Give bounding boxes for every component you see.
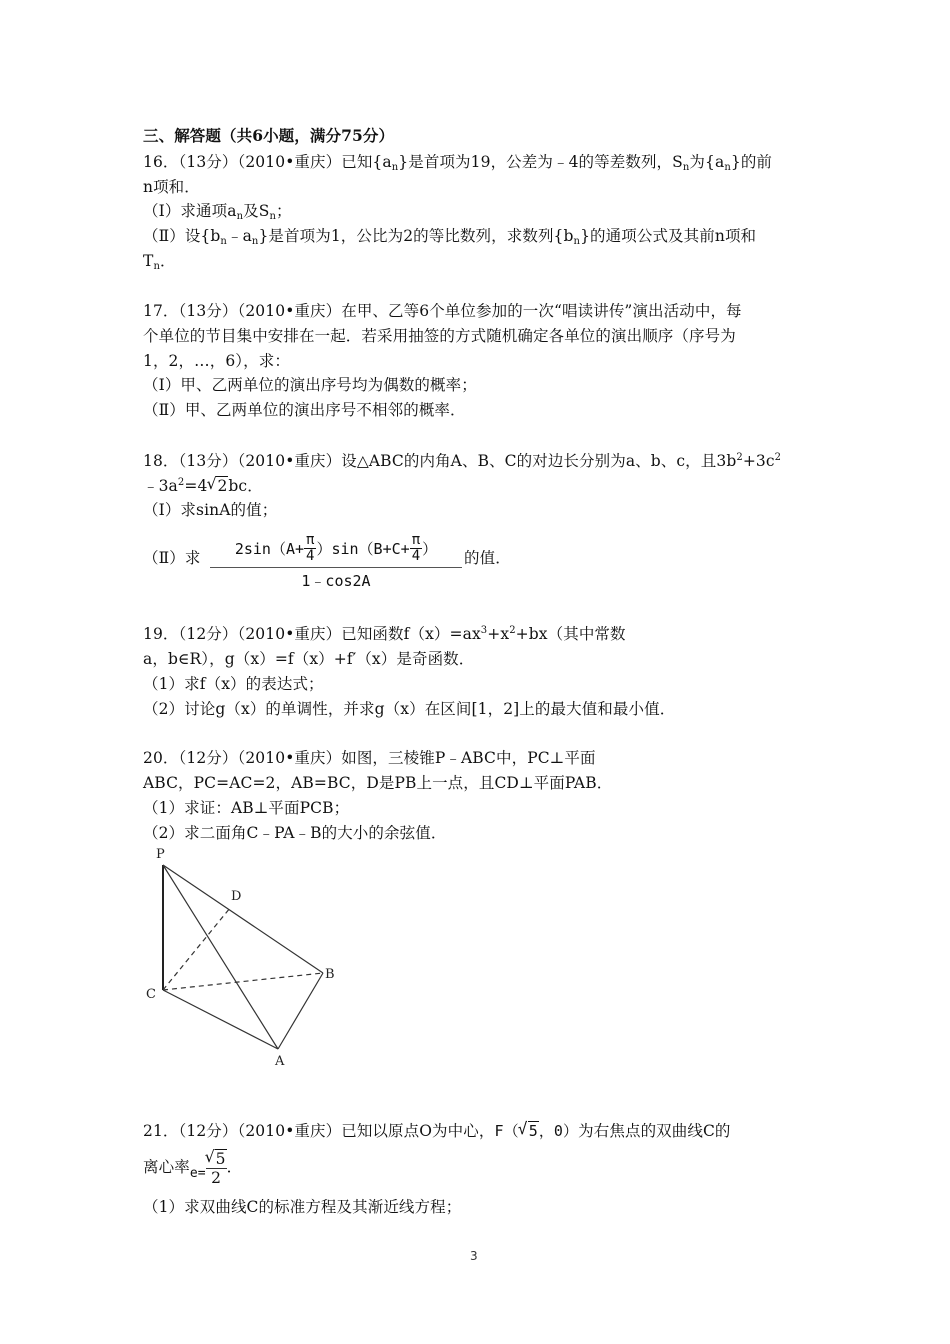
q17-line1: 17．（13分）（2010•重庆）在甲、乙等6个单位参加的一次“唱读讲传”演出活动中，每	[143, 302, 742, 320]
q21-line2: 离心率$_{e=}$ √ $\frac{5}{2}$ ．	[143, 1150, 242, 1190]
section-title: 三、解答题（共6小题，满分75分）	[143, 126, 395, 145]
focus-point: F（ √ 5，0）	[494, 1122, 578, 1140]
q18-line1: 18．（13分）（2010•重庆）设△ABC的内角A、B、C的对边长分别为a、b、c，且$3b^2+3c^2$	[143, 452, 782, 470]
q16-part2: （Ⅱ）设$\{b_n﹣a_n\}$是首项为1，公比为2的等比数列，求数列$\{b_n\}$的通项公式及其前n项和	[143, 227, 757, 247]
q19-line2: a，b∈R），g（x）=f（x）+f′（x）是奇函数．	[143, 650, 475, 668]
edge-cd-hidden	[163, 908, 230, 990]
q16-line2: n项和．	[143, 178, 200, 196]
edge-pb	[163, 865, 323, 973]
label-d: D	[231, 889, 242, 904]
sqrt-5: √ 5	[519, 1121, 539, 1141]
q18-part2-prefix: （Ⅱ）求	[143, 549, 201, 567]
sqrt-5: √ 5	[206, 1150, 227, 1168]
fraction-numerator: 2sin（A+ $\frac{\pi}{4}$ ）sin（B+C+ $\frac{\pi}{4}$ ）	[210, 533, 462, 568]
page-number: 3	[470, 1249, 478, 1263]
q17-part1: （Ⅰ）甲、乙两单位的演出序号均为偶数的概率；	[143, 376, 477, 394]
edge-pa	[163, 865, 278, 1049]
sqrt-2: √ 2	[207, 476, 228, 496]
label-b: B	[325, 967, 335, 982]
q20-part1: （1）求证：AB⊥平面PCB；	[143, 799, 350, 817]
q21-part1: （1）求双曲线C的标准方程及其渐近线方程；	[143, 1198, 462, 1216]
label-c: C	[146, 987, 156, 1002]
pi-over-4: $\frac{\pi}{4}$	[306, 532, 315, 564]
q21-line1: 21．（12分）（2010•重庆）已知以原点O为中心，F（ √ 5，0）为右焦点的双曲线C的	[143, 1121, 731, 1141]
q17-line3: 1，2，…，6），求：	[143, 352, 290, 370]
eccentricity-fraction: √ $\frac{5}{2}$	[206, 1150, 227, 1187]
q16-line1: 16．（13分）（2010•重庆）已知$\{a_n\}$是首项为19，公差为﹣4的等差数列，$S_n$为$\{a_n\}$的前	[143, 153, 773, 173]
label-p: P	[156, 847, 165, 862]
fraction-denominator: 1﹣cos2A	[301, 572, 371, 590]
q18-line2: $﹣3a^2=4$ √ 2bc．	[143, 476, 263, 496]
q16-part1: （Ⅰ）求通项$a_n$及$S_n$；	[143, 202, 292, 222]
edge-ab	[278, 973, 323, 1049]
q17-part2: （Ⅱ）甲、乙两单位的演出序号不相邻的概率．	[143, 401, 466, 419]
q19-part1: （1）求f（x）的表达式；	[143, 675, 324, 693]
q20-line2: ABC，PC=AC=2，AB=BC，D是PB上一点，且CD⊥平面PAB．	[143, 774, 613, 792]
q18-fraction	[210, 533, 462, 591]
q18-part1: （Ⅰ）求sinA的值；	[143, 501, 278, 519]
q19-line1: 19．（12分）（2010•重庆）已知函数$f(x)=ax^3+x^2+bx$（其中常数	[143, 625, 626, 643]
edge-ca	[163, 990, 278, 1049]
pi-over-4: $\frac{\pi}{4}$	[411, 532, 421, 564]
q17-line2: 个单位的节目集中安排在一起．若采用抽签的方式随机确定各单位的演出顺序（序号为	[143, 327, 736, 345]
q19-part2: （2）讨论g（x）的单调性，并求g（x）在区间[1，2]上的最大值和最小值．	[143, 700, 676, 718]
q16-part2-cont: $T_n$．	[143, 252, 176, 272]
edge-cb-hidden	[163, 973, 323, 990]
q20-part2: （2）求二面角C﹣PA﹣B的大小的余弦值．	[143, 824, 447, 842]
q20-line1: 20．（12分）（2010•重庆）如图，三棱锥P﹣ABC中，PC⊥平面	[143, 749, 596, 767]
q18-part2-suffix: 的值．	[464, 549, 511, 567]
pyramid-diagram	[140, 840, 360, 1070]
label-a: A	[275, 1054, 285, 1069]
